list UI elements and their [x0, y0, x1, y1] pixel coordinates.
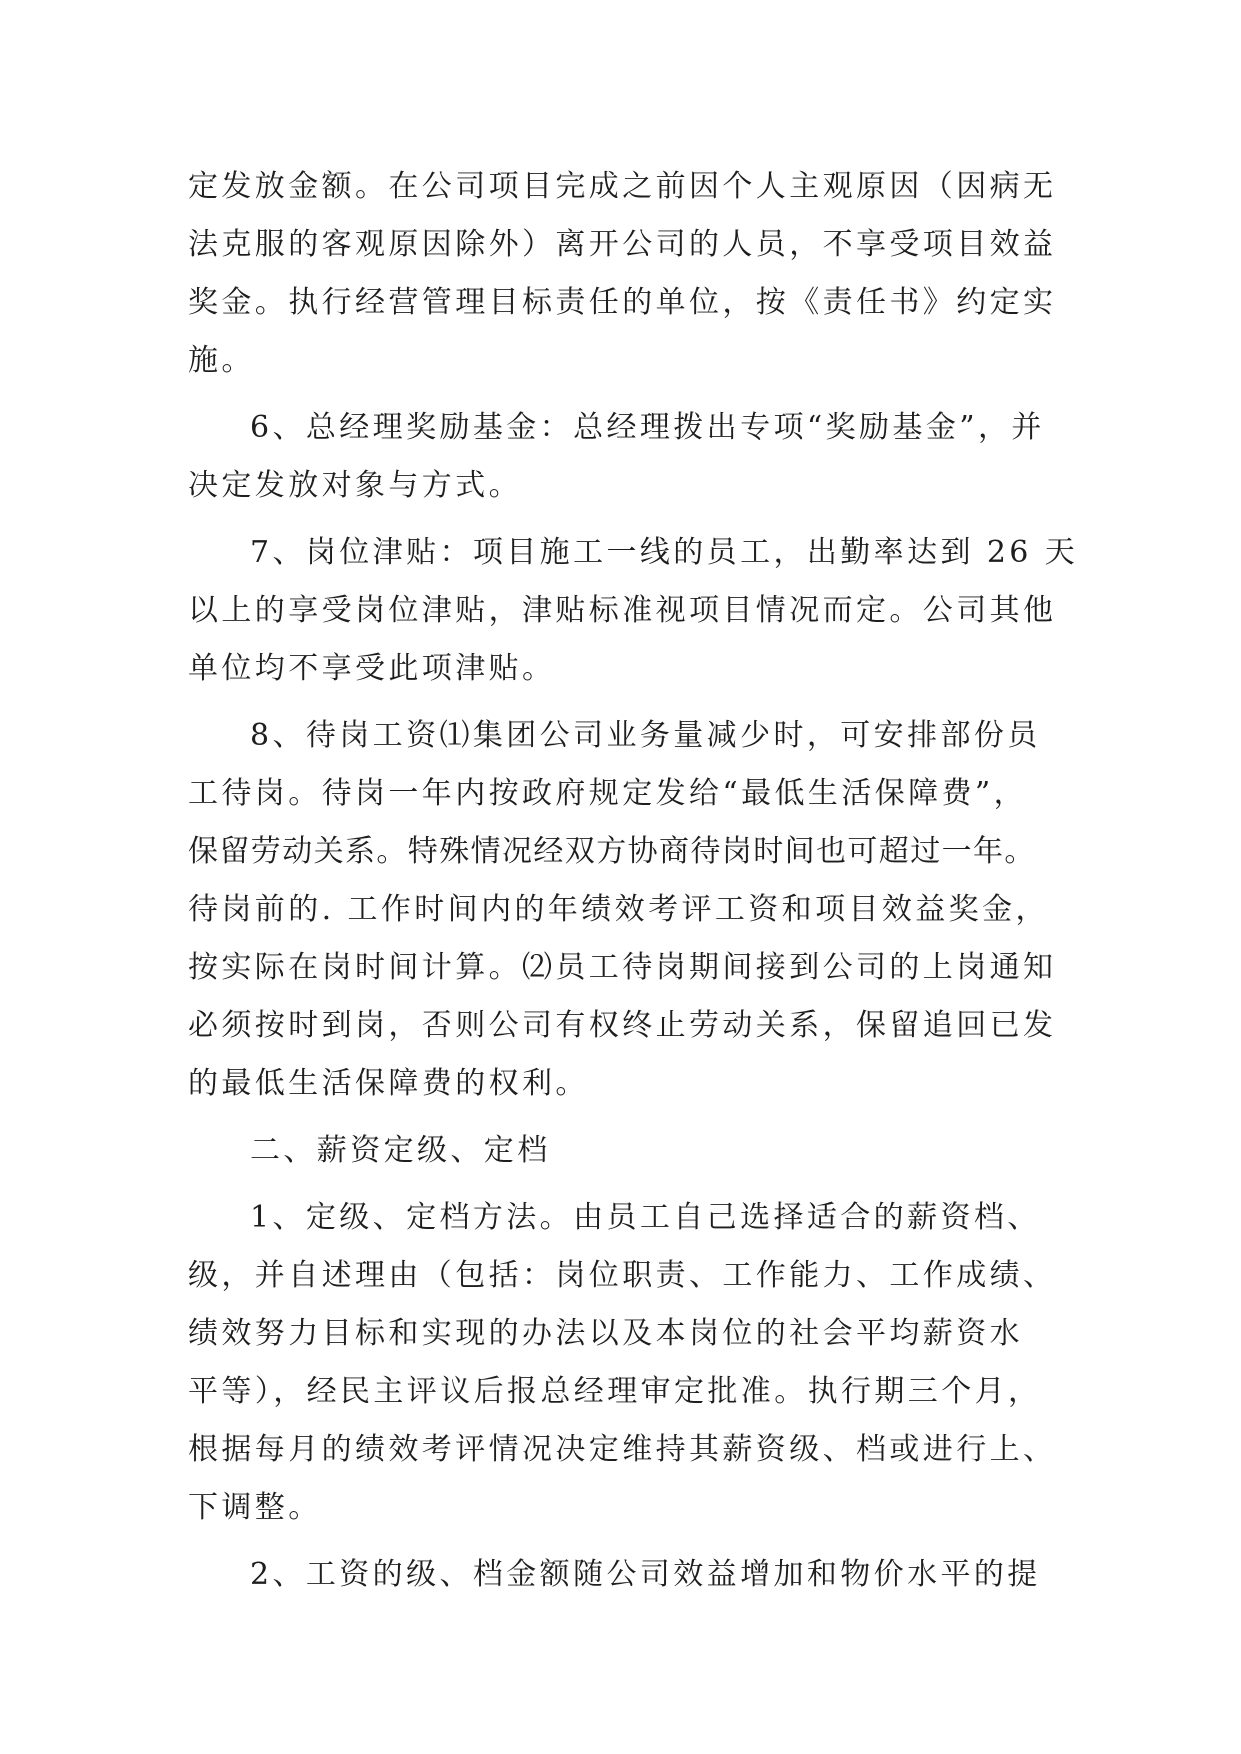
text-line: 按实际在岗时间计算。⑵员工待岗期间接到公司的上岗通知	[188, 950, 1057, 985]
text-line: 工待岗。待岗一年内按政府规定发给“最低生活保障费”，	[188, 776, 1028, 811]
text-line: 根据每月的绩效考评情况决定维持其薪资级、档或进行上、	[188, 1432, 1057, 1467]
text-line: 必须按时到岗，否则公司有权终止劳动关系，保留追回已发	[188, 1008, 1057, 1043]
text-line: 级，并自述理由（包括：岗位职责、工作能力、工作成绩、	[188, 1258, 1057, 1293]
text-line: 绩效努力目标和实现的办法以及本岗位的社会平均薪资水	[188, 1316, 1023, 1351]
text-line: 以上的享受岗位津贴，津贴标准视项目情况而定。公司其他	[188, 593, 1057, 628]
text-line: 定发放金额。在公司项目完成之前因个人主观原因（因病无	[188, 169, 1057, 204]
document-body	[188, 158, 1079, 1604]
section-heading: 二、薪资定级、定档	[250, 1133, 551, 1168]
text-line: 施。	[188, 343, 255, 378]
paragraph-2-first-line: 2、工资的级、档金额随公司效益增加和物价水平的提	[250, 1557, 1041, 1592]
text-line: 奖金。执行经营管理目标责任的单位，按《责任书》约定实	[188, 285, 1057, 320]
text-line: 单位均不享受此项津贴。	[188, 651, 556, 686]
text-line: 平等），经民主评议后报总经理审定批准。执行期三个月，	[188, 1374, 1042, 1409]
text-line: 待岗前的. 工作时间内的年绩效考评工资和项目效益奖金，	[188, 892, 1049, 927]
paragraph-8-first-line: 8、待岗工资⑴集团公司业务量减少时，可安排部份员	[250, 718, 1041, 753]
text-line: 下调整。	[188, 1490, 322, 1525]
text-line: 保留劳动关系。特殊情况经双方协商待岗时间也可超过一年。	[188, 834, 1036, 869]
paragraph-1-first-line: 1、定级、定档方法。由员工自己选择适合的薪资档、	[250, 1200, 1041, 1235]
paragraph-6-first-line: 6、总经理奖励基金：总经理拨出专项“奖励基金”，并	[250, 410, 1045, 445]
text-line: 决定发放对象与方式。	[188, 468, 522, 503]
paragraph-7-first-line: 7、岗位津贴：项目施工一线的员工，出勤率达到 26 天	[250, 535, 1079, 570]
text-line: 的最低生活保障费的权利。	[188, 1066, 589, 1101]
text-line: 法克服的客观原因除外）离开公司的人员，不享受项目效益	[188, 227, 1057, 262]
